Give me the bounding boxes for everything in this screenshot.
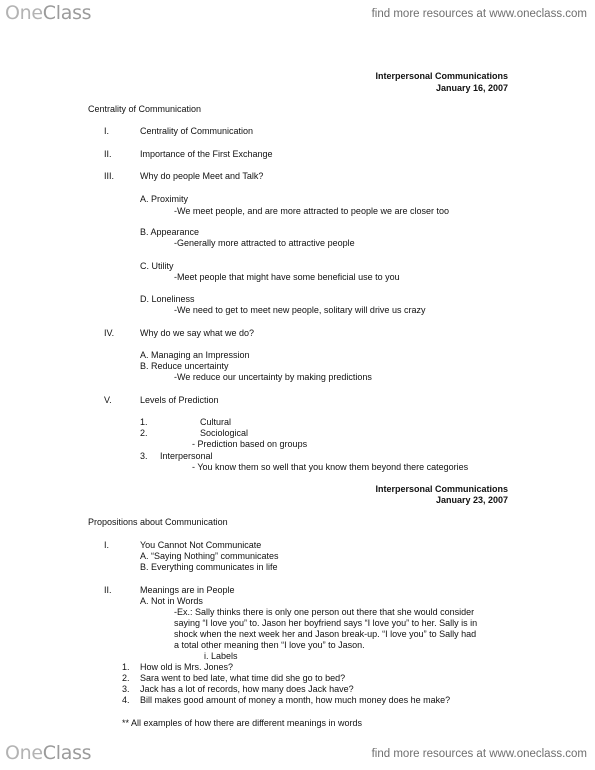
question-num: 2. (122, 673, 130, 683)
example-line: -Ex.: Sally thinks there is only one person out there that she would consider (174, 607, 475, 617)
item-text: You Cannot Not Communicate (140, 540, 262, 550)
level-num: 1. (140, 417, 148, 427)
item-text: Meanings are in People (140, 585, 235, 595)
level-text: Interpersonal (160, 451, 213, 461)
subitem-label: A. Proximity (140, 194, 189, 204)
item-text: Why do people Meet and Talk? (140, 171, 264, 181)
section-title-2: Propositions about Communication (88, 517, 228, 527)
course-title-2: Interpersonal Communications (375, 484, 508, 494)
question-num: 3. (122, 684, 130, 694)
level-text: Sociological (200, 428, 249, 438)
logo-one: One (5, 2, 43, 24)
labels-item: i. Labels (204, 651, 238, 661)
question-text: Sara went to bed late, what time did she go to bed? (140, 673, 346, 683)
example-line: saying “I love you” to. Jason her boyfriend says “I love you” to her. Sally is in (174, 618, 478, 628)
subitem-label: B. Reduce uncertainty (140, 361, 229, 371)
level-num: 3. (140, 451, 148, 461)
item-num: I. (104, 126, 110, 136)
item-num: III. (104, 171, 115, 181)
subitem-detail: -Generally more attracted to attractive people (174, 238, 355, 248)
question-num: 1. (122, 662, 130, 672)
question-text: Jack has a lot of records, how many does Jack have? (140, 684, 354, 694)
subitem-label: A. “Saying Nothing” communicates (140, 551, 279, 561)
item-text: Why do we say what we do? (140, 328, 255, 338)
subitem-detail: -We reduce our uncertainty by making predictions (174, 372, 372, 382)
footer-tagline: find more resources at www.oneclass.com (371, 748, 587, 760)
item-num: I. (104, 540, 110, 550)
item-text: Importance of the First Exchange (140, 149, 273, 159)
level-num: 2. (140, 428, 148, 438)
course-title-1: Interpersonal Communications (375, 71, 508, 81)
example-line: a total other meaning then “I love you” to Jason. (174, 640, 365, 650)
subitem-detail: -We need to get to meet new people, solitary will drive us crazy (174, 305, 426, 315)
subitem-label: D. Loneliness (140, 294, 195, 304)
subitem-label: A. Not in Words (140, 596, 203, 606)
date-1: January 16, 2007 (435, 83, 508, 93)
item-num: IV. (104, 328, 115, 338)
subitem-label: B. Appearance (140, 227, 200, 237)
level-detail: - Prediction based on groups (192, 439, 308, 449)
date-2: January 23, 2007 (435, 495, 508, 505)
level-detail: - You know them so well that you know them beyond there categories (192, 462, 469, 472)
question-text: Bill makes good amount of money a month, how much money does he make? (140, 695, 451, 705)
question-num: 4. (122, 695, 130, 705)
subitem-label: A. Managing an Impression (140, 350, 250, 360)
item-text: Levels of Prediction (140, 395, 219, 405)
example-line: shock when the next week her and Jason break-up. “I love you” to Sally had (174, 629, 477, 639)
header-tagline: find more resources at www.oneclass.com (371, 8, 587, 20)
oneclass-logo-footer (5, 744, 91, 763)
subitem-label: B. Everything communicates in life (140, 562, 278, 572)
subitem-detail: -We meet people, and are more attracted to people we are closer too (174, 206, 449, 216)
closing-note: ** All examples of how there are different meanings in words (122, 718, 362, 728)
logo-one: One (5, 742, 43, 764)
question-text: How old is Mrs. Jones? (140, 662, 234, 672)
item-num: II. (104, 585, 112, 595)
item-num: V. (104, 395, 112, 405)
logo-class: Class (42, 2, 92, 24)
item-num: II. (104, 149, 112, 159)
item-text: Centrality of Communication (140, 126, 254, 136)
section-title-1: Centrality of Communication (88, 104, 202, 114)
subitem-label: C. Utility (140, 261, 174, 271)
subitem-detail: -Meet people that might have some beneficial use to you (174, 272, 400, 282)
oneclass-logo (5, 4, 91, 23)
level-text: Cultural (200, 417, 232, 427)
logo-class: Class (42, 742, 92, 764)
